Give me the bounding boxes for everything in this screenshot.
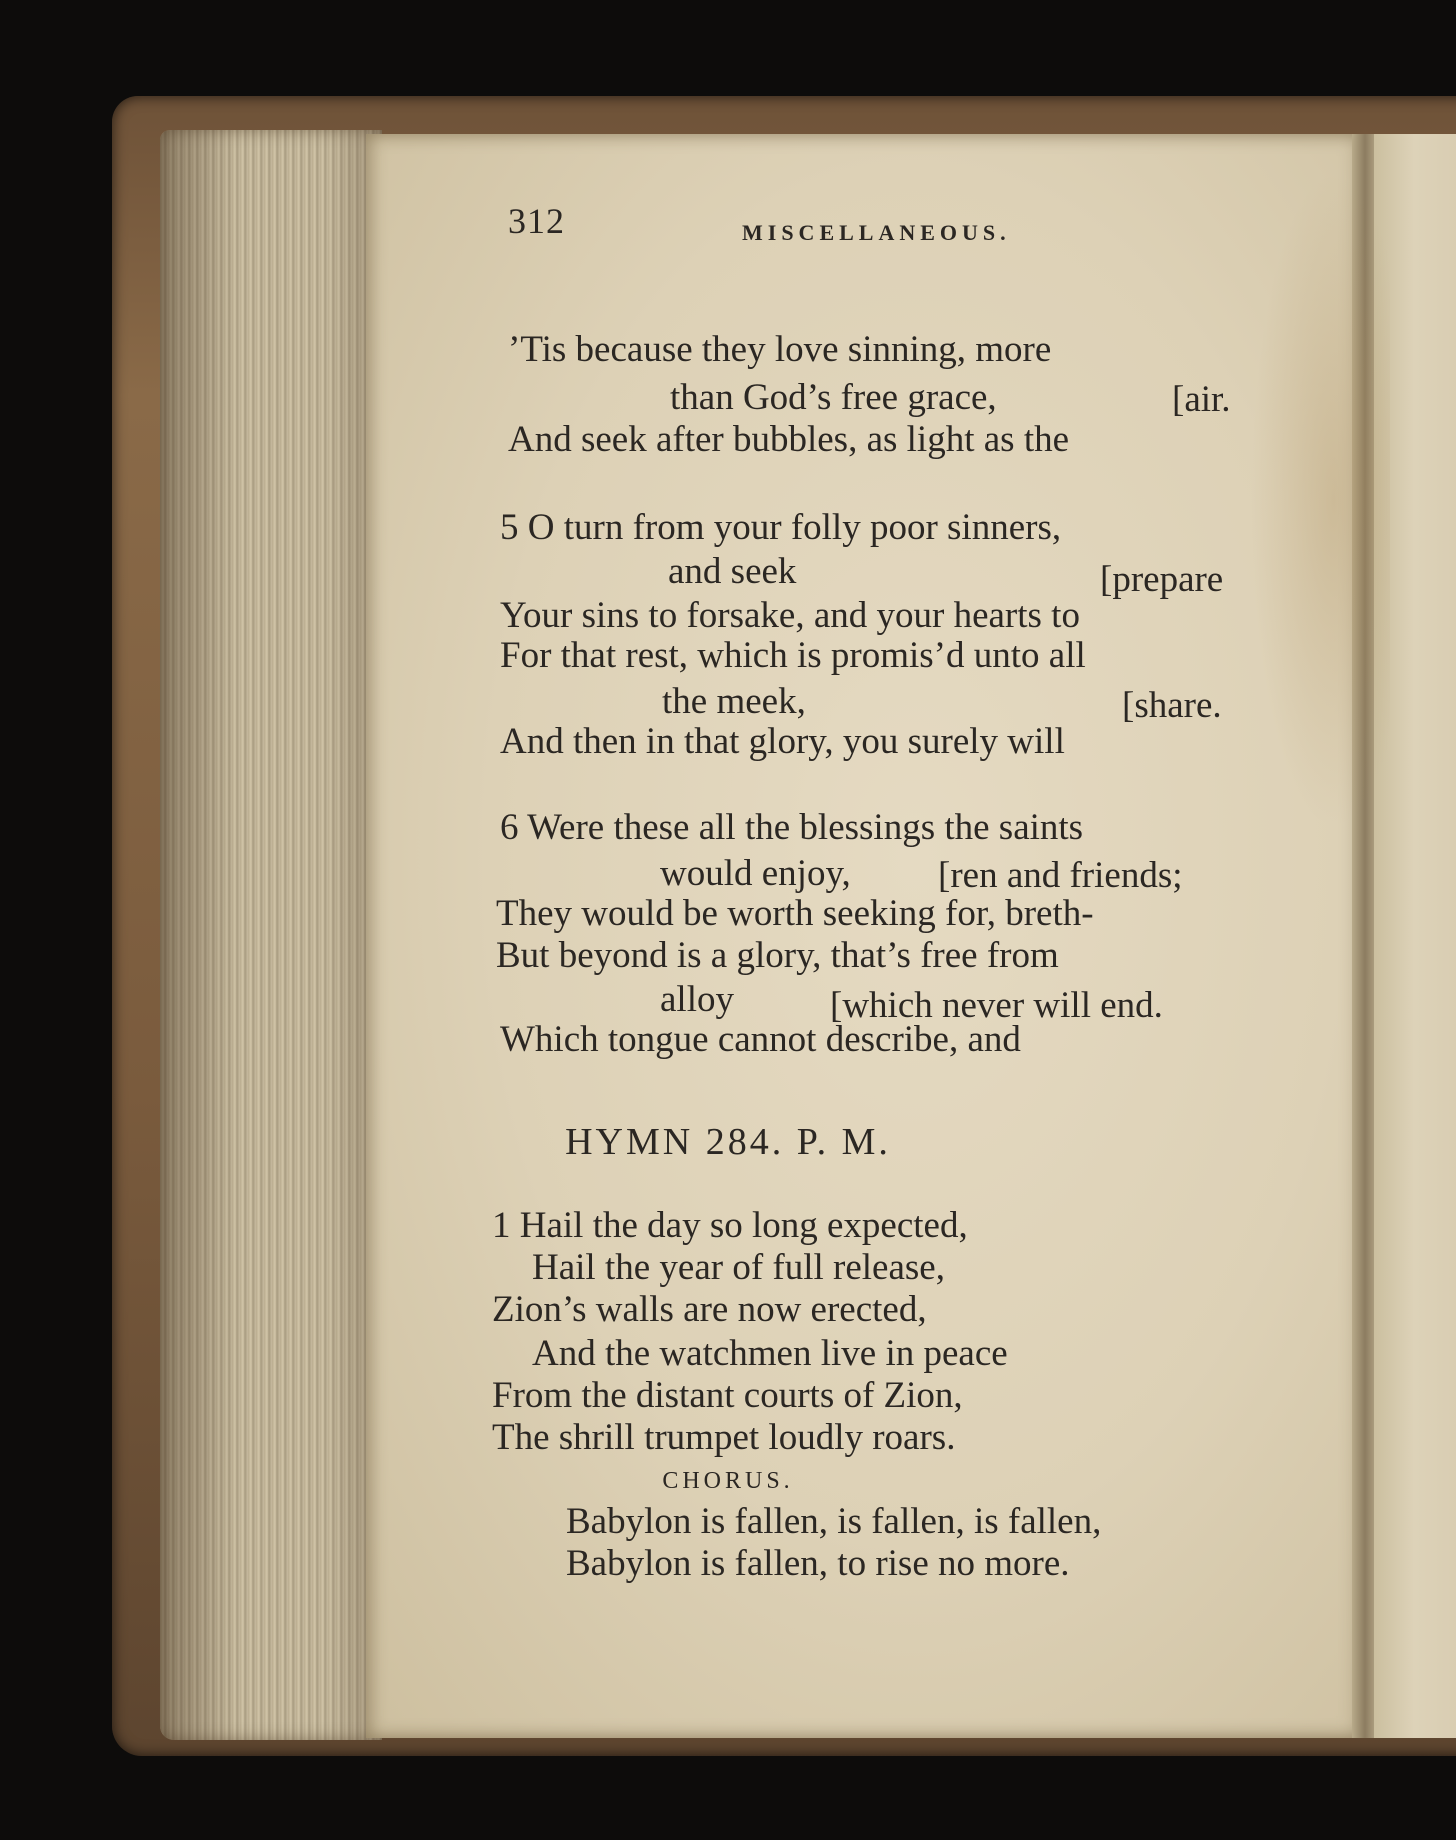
chorus-label: CHORUS. xyxy=(662,1468,794,1494)
turnover-bracket: [ren and friends; xyxy=(938,855,1183,896)
verse-line: the meek, xyxy=(662,681,806,722)
hymn-line: Hail the year of full release, xyxy=(532,1247,945,1288)
verse-line: alloy xyxy=(660,979,734,1020)
verse-line: Which tongue cannot describe, and xyxy=(500,1019,1021,1060)
turnover-bracket: [share. xyxy=(1122,685,1222,726)
section-title: MISCELLANEOUS. xyxy=(742,220,1011,245)
verse-line: 5 O turn from your folly poor sinners, xyxy=(500,507,1062,548)
chorus-line: Babylon is fallen, to rise no more. xyxy=(566,1543,1070,1584)
page-number: 312 xyxy=(508,201,565,241)
chorus-line: Babylon is fallen, is fallen, is fallen, xyxy=(566,1501,1102,1542)
page-edges-shade xyxy=(160,130,382,1740)
hymn-title: HYMN 284. P. M. xyxy=(565,1121,891,1163)
verse-line: would enjoy, xyxy=(660,853,851,894)
verse-line: They would be worth seeking for, breth- xyxy=(496,893,1094,934)
verse-line: ’Tis because they love sinning, more xyxy=(508,329,1052,370)
verse-line: Your sins to forsake, and your hearts to xyxy=(500,595,1080,636)
hymn-line: 1 Hail the day so long expected, xyxy=(492,1205,968,1246)
hymn-line: And the watchmen live in peace xyxy=(532,1333,1008,1374)
hymn-line: The shrill trumpet loudly roars. xyxy=(492,1417,956,1458)
verse-line: and seek xyxy=(668,551,797,592)
hymn-line: Zion’s walls are now erected, xyxy=(492,1289,927,1330)
verse-line: But beyond is a glory, that’s free from xyxy=(496,935,1059,976)
turnover-bracket: [which never will end. xyxy=(830,985,1163,1026)
verse-line: For that rest, which is promis’d unto all xyxy=(500,635,1086,676)
water-stain xyxy=(1250,170,1390,830)
verse-line: And seek after bubbles, as light as the xyxy=(508,419,1070,460)
verse-line: 6 Were these all the blessings the saints xyxy=(500,807,1084,848)
verse-line: And then in that glory, you surely will xyxy=(500,721,1065,762)
turnover-bracket: [air. xyxy=(1172,379,1231,420)
turnover-bracket: [prepare xyxy=(1100,559,1224,600)
verse-line: than God’s free grace, xyxy=(670,377,997,418)
hymn-line: From the distant courts of Zion, xyxy=(492,1375,963,1416)
